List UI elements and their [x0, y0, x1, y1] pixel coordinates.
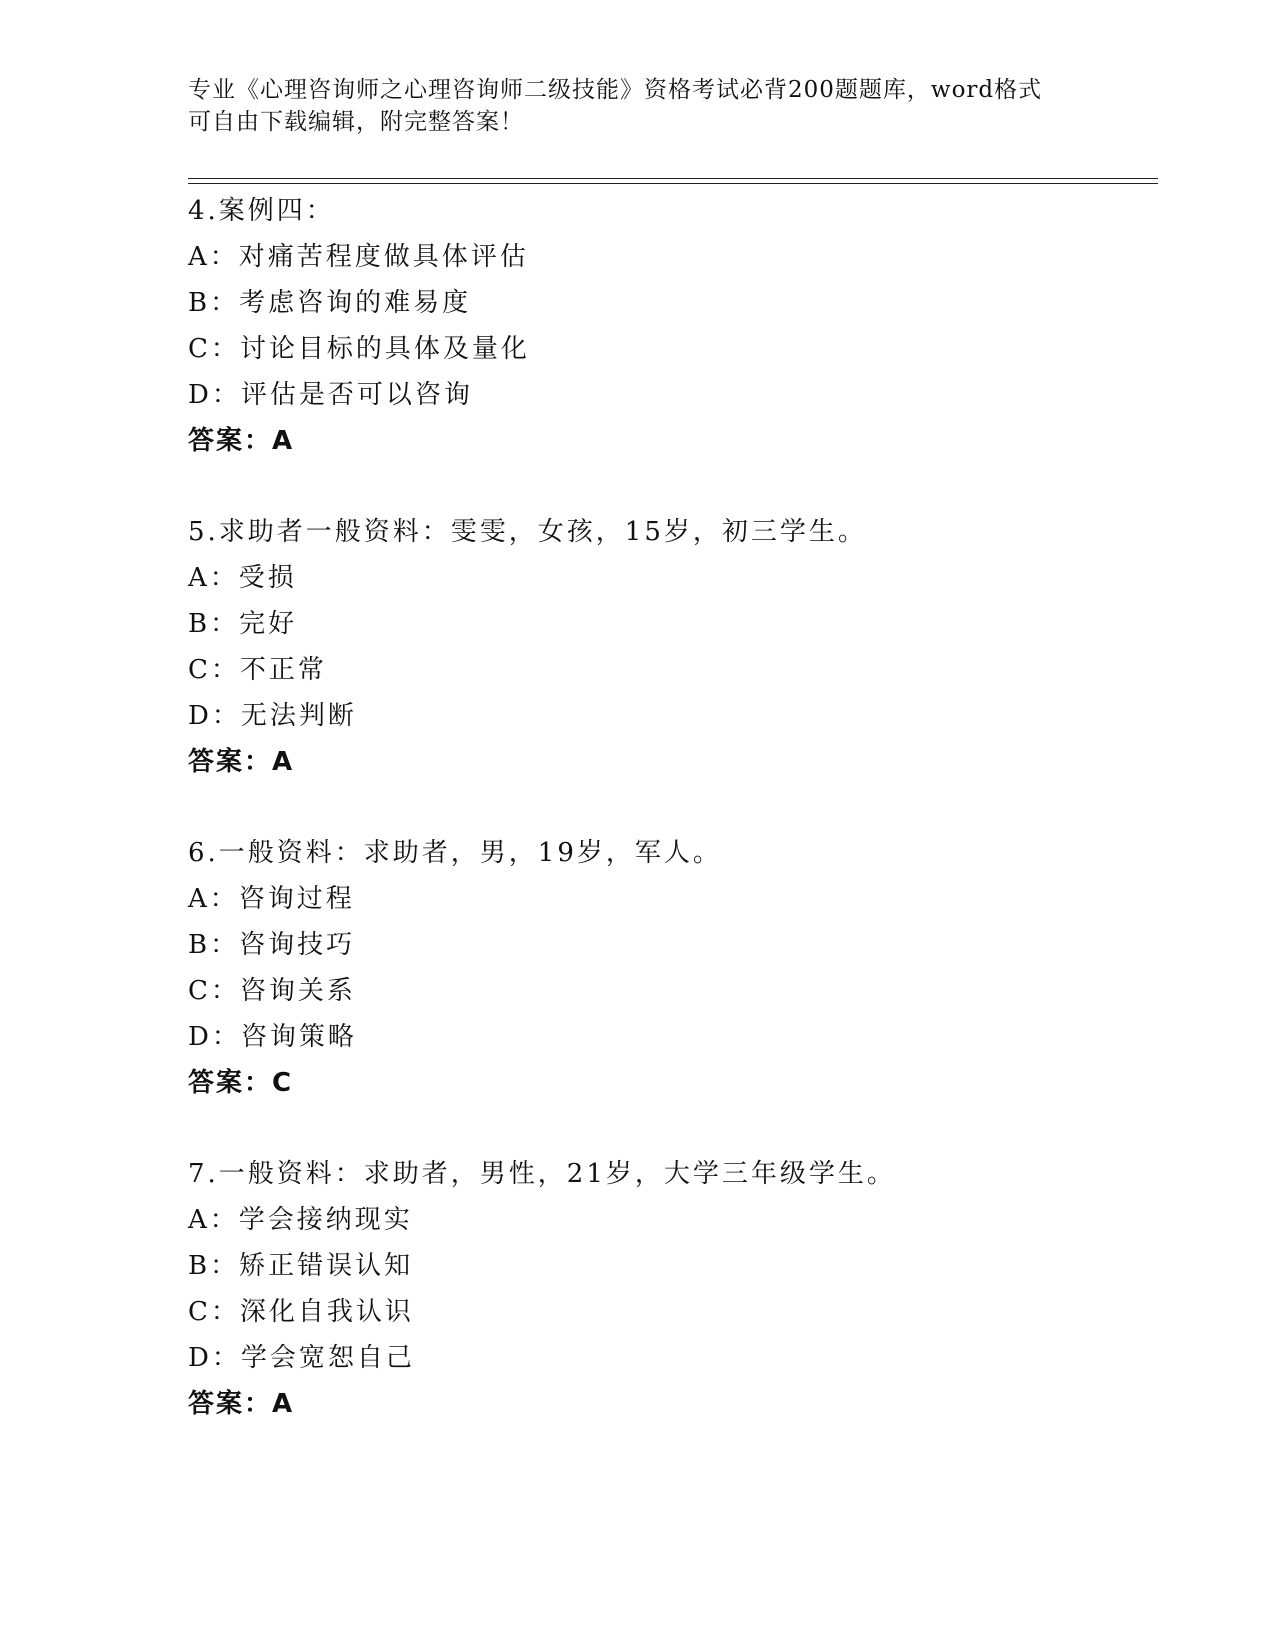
document-header: [188, 74, 1088, 138]
answer-line: 答案：A: [188, 747, 295, 777]
question-stem: 7.一般资料：求助者，男性，21岁，大学三年级学生。: [188, 1159, 896, 1189]
header-line-1: 专业《心理咨询师之心理咨询师二级技能》资格考试必背200题题库，word格式: [188, 77, 1043, 103]
question-4: [188, 188, 1148, 464]
option-a: A：对痛苦程度做具体评估: [188, 242, 529, 272]
option-d: D：学会宽恕自己: [188, 1343, 415, 1373]
answer-line: 答案：A: [188, 426, 295, 456]
option-c: C：不正常: [188, 655, 327, 685]
option-d: D：咨询策略: [188, 1022, 357, 1052]
option-c: C：咨询关系: [188, 976, 356, 1006]
question-6: [188, 830, 1148, 1106]
option-b: B：咨询技巧: [188, 930, 356, 960]
option-b: B：完好: [188, 609, 298, 639]
option-c: C：深化自我认识: [188, 1297, 414, 1327]
option-a: A：学会接纳现实: [188, 1205, 413, 1235]
question-stem: 6.一般资料：求助者，男，19岁，军人。: [188, 838, 722, 868]
option-a: A：受损: [188, 563, 297, 593]
answer-line: 答案：C: [188, 1068, 294, 1098]
question-stem: 5.求助者一般资料：雯雯，女孩，15岁，初三学生。: [188, 517, 867, 547]
option-d: D：无法判断: [188, 701, 357, 731]
question-stem: 4.案例四：: [188, 196, 335, 226]
option-c: C：讨论目标的具体及量化: [188, 334, 530, 364]
header-divider-top: [188, 178, 1158, 179]
question-5: [188, 509, 1148, 785]
answer-line: 答案：A: [188, 1389, 295, 1419]
header-divider-bottom: [188, 183, 1158, 184]
header-line-2: 可自由下载编辑，附完整答案！: [188, 109, 524, 135]
option-d: D：评估是否可以咨询: [188, 380, 473, 410]
option-b: B：矫正错误认知: [188, 1251, 414, 1281]
option-a: A：咨询过程: [188, 884, 355, 914]
question-list: [188, 188, 1148, 1427]
question-7: [188, 1151, 1148, 1427]
option-b: B：考虑咨询的难易度: [188, 288, 472, 318]
